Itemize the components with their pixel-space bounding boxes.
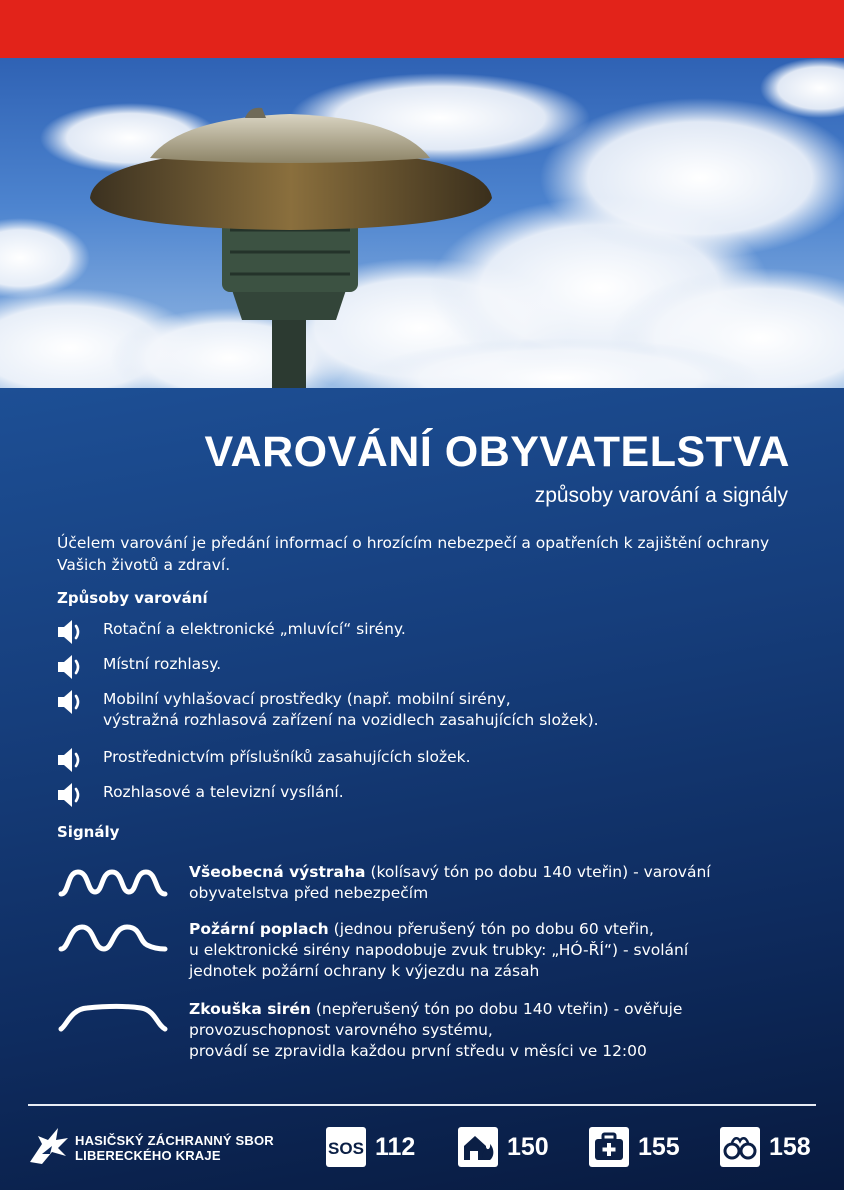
svg-text:SOS: SOS: [328, 1139, 364, 1158]
signal-text: Zkouška sirén (nepřerušený tón po dobu 140 vteřin) - ověřuje provozuschopnost varovného systému, provádí se zpravidla každou první středu v měsíci ve 12:00: [189, 1000, 683, 1060]
emergency-number: 112: [375, 1133, 416, 1161]
speaker-icon: [57, 619, 85, 645]
siren-illustration: [0, 58, 844, 388]
intro-text: Účelem varování je předání informací o hrozícím nebezpečí a opatřeních k zajištění ochrany Vašich životů a zdraví.: [57, 534, 770, 574]
signal-name: Všeobecná výstraha: [189, 863, 366, 881]
speaker-icon: [57, 782, 85, 808]
wave-fluctuating-icon: [57, 862, 169, 902]
methods-heading: Způsoby varování: [57, 589, 208, 607]
signal-name: Požární poplach: [189, 920, 329, 938]
emergency-number: 158: [769, 1133, 811, 1161]
method-text: Mobilní vyhlašovací prostředky (např. mobilní sirény, výstražná rozhlasová zařízení na vozidlech zasahujících složek).: [103, 690, 599, 729]
wave-steady-icon: [57, 999, 169, 1039]
content-panel: [0, 388, 844, 1190]
speaker-icon: [57, 654, 85, 680]
siren-photo: [0, 58, 844, 388]
top-red-bar: [0, 0, 844, 58]
method-item: [57, 782, 797, 822]
method-item: [57, 747, 797, 787]
org-name-line2: LIBERECKÉHO KRAJE: [75, 1148, 221, 1163]
sos-icon: [326, 1127, 366, 1167]
page-title: VAROVÁNÍ OBYVATELSTVA: [204, 428, 790, 476]
org-name-line1: HASIČSKÝ ZÁCHRANNÝ SBOR: [75, 1133, 274, 1148]
footer-divider: [28, 1104, 816, 1106]
signal-text: Všeobecná výstraha (kolísavý tón po dobu 140 vteřin) - varování obyvatelstva před nebezpečím: [189, 863, 711, 902]
method-item: [57, 689, 797, 735]
emergency-number: 150: [507, 1133, 549, 1161]
speaker-icon: [57, 747, 85, 773]
signal-text: Požární poplach (jednou přerušený tón po dobu 60 vteřin, u elektronické sirény napodobuje zvuk trubky: „HÓ-ŘÍ“) - svolání jednotek požární ochrany k výjezdu na zásah: [189, 920, 689, 980]
method-text: Prostřednictvím příslušníků zasahujících složek.: [103, 748, 471, 766]
method-text: Rotační a elektronické „mluvící“ sirény.: [103, 620, 406, 638]
clouds: [0, 58, 844, 388]
speaker-icon: [57, 689, 85, 715]
house-fire-icon: [458, 1127, 498, 1167]
signals-heading: Signály: [57, 823, 120, 841]
wave-interrupted-icon: [57, 919, 169, 959]
fire-rescue-logo-icon: [28, 1126, 72, 1166]
emergency-number: 155: [638, 1133, 680, 1161]
method-text: Místní rozhlasy.: [103, 655, 222, 673]
page-subtitle: způsoby varování a signály: [534, 484, 788, 507]
method-text: Rozhlasové a televizní vysílání.: [103, 783, 344, 801]
method-item: [57, 654, 797, 694]
organization-block: [28, 1126, 318, 1170]
signal-name: Zkouška sirén: [189, 1000, 311, 1018]
footer: [0, 1116, 844, 1190]
first-aid-kit-icon: [589, 1127, 629, 1167]
handcuffs-icon: [720, 1127, 760, 1167]
method-item: [57, 619, 797, 659]
